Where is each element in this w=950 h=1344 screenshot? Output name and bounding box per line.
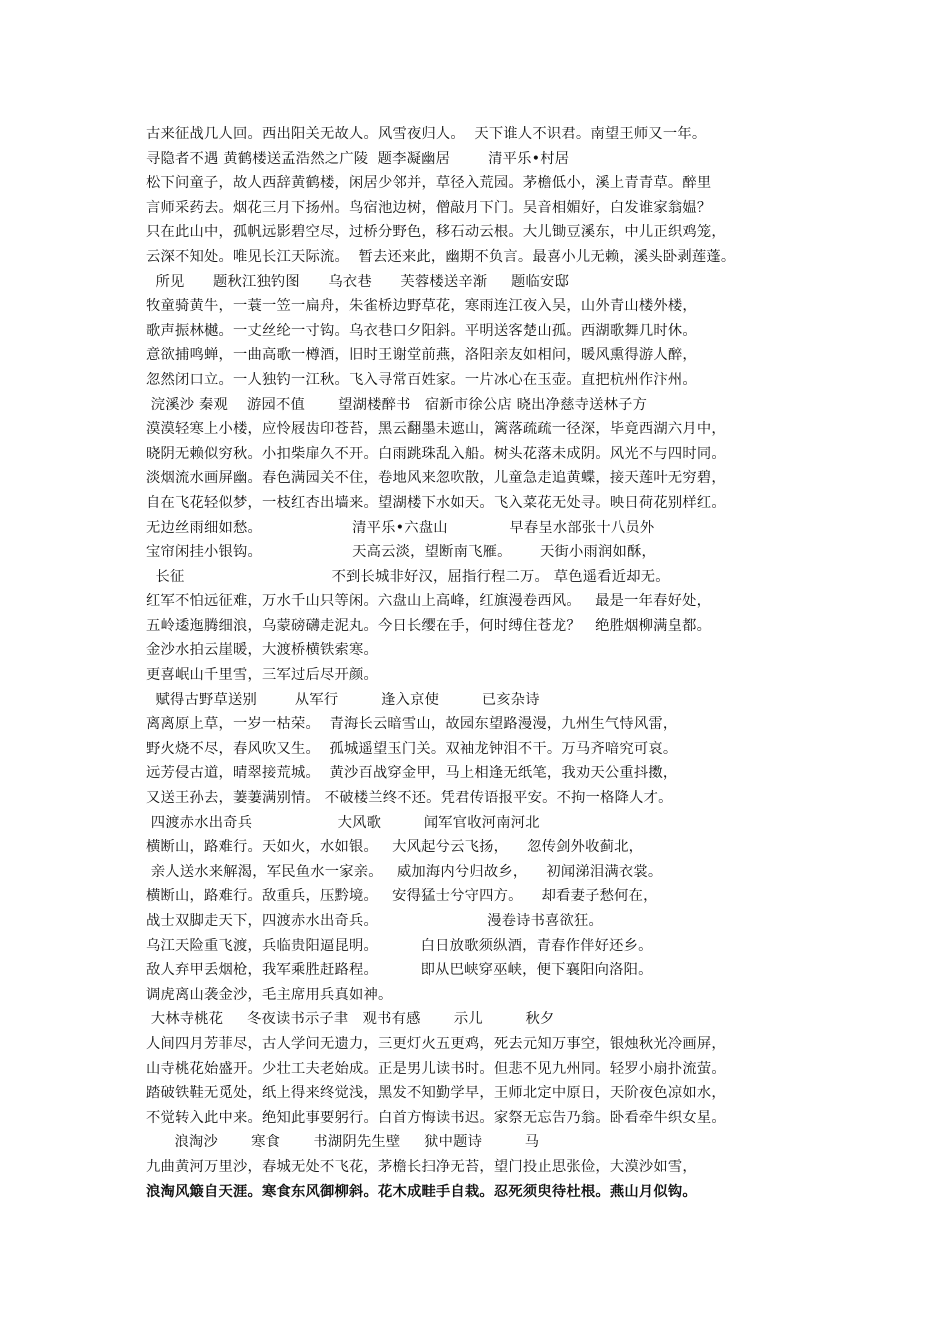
text-line: 不觉转入此中来。绝知此事要躬行。白首方悔读书迟。家祭无忘告乃翁。卧看牵牛织女星。 — [146, 1109, 726, 1126]
text-line: 浪淘风簸自天涯。寒食东风御柳斜。花木成畦手自栽。忍死须臾待杜根。燕山月似钩。 — [146, 1183, 697, 1200]
text-line: 九曲黄河万里沙，春城无处不飞花，茅檐长扫净无苔，望门投止思张俭，大漠沙如雪， — [146, 1158, 697, 1175]
text-line: 横断山，路难行。敌重兵，压黔境。 安得猛士兮守四方。 却看妻子愁何在， — [146, 888, 658, 905]
poem-titles-line: 大林寺桃花 冬夜读书示子聿 观书有感 示儿 秋夕 — [146, 1011, 555, 1028]
text-line: 敌人弃甲丢烟枪，我军乘胜赶路程。 即从巴峡穿巫峡，便下襄阳向洛阳。 — [146, 962, 653, 979]
text-line: 言师采药去。烟花三月下扬州。鸟宿池边树，僧敲月下门。吴音相媚好，白发谁家翁媪？ — [146, 199, 712, 216]
text-line: 歌声振林樾。一丈丝纶一寸钩。乌衣巷口夕阳斜。平明送客楚山孤。西湖歌舞几时休。 — [146, 322, 697, 339]
text-line: 晓阴无赖似穷秋。小扣柴扉久不开。白雨跳珠乱入船。树头花落未成阴。风光不与四时同。 — [146, 445, 726, 462]
text-line: 调虎离山袭金沙，毛主席用兵真如神。 — [146, 986, 393, 1003]
text-line: 意欲捕鸣蝉，一曲高歌一樽酒，旧时王谢堂前燕，洛阳亲友如相问，暖风熏得游人醉， — [146, 347, 697, 364]
text-line: 红军不怕远征难，万水千山只等闲。六盘山上高峰，红旗漫卷西风。 最是一年春好处， — [146, 593, 712, 610]
text-line: 牧童骑黄牛，一蓑一笠一扁舟，朱雀桥边野草花，寒雨连江夜入吴，山外青山楼外楼， — [146, 298, 697, 315]
poem-titles-line: 寻隐者不遇 黄鹤楼送孟浩然之广陵 题李凝幽居 清平乐•村居 — [146, 150, 570, 167]
poem-titles-line: 四渡赤水出奇兵 大风歌 闻军官收河南河北 — [146, 814, 540, 831]
text-line: 自在飞花轻似梦，一枝红杏出墙来。望湖楼下水如天。飞入菜花无处寻。映日荷花别样红。 — [146, 494, 726, 511]
text-line: 无边丝雨细如愁。 清平乐•六盘山 早春呈水部张十八员外 — [146, 519, 655, 536]
poem-text-block — [146, 122, 816, 1204]
text-line: 踏破铁鞋无觅处，纸上得来终觉浅，黑发不知勤学早，王师北定中原日，天阶夜色凉如水， — [146, 1085, 726, 1102]
text-line: 离离原上草，一岁一枯荣。 青海长云暗雪山，故园东望路漫漫，九州生气恃风雷， — [146, 716, 678, 733]
text-line: 乌江天险重飞渡，兵临贵阳逼昆明。 白日放歌须纵酒，青春作伴好还乡。 — [146, 937, 653, 954]
text-line: 五岭逶迤腾细浪，乌蒙磅礴走泥丸。今日长缨在手，何时缚住苍龙？ 绝胜烟柳满皇都。 — [146, 617, 712, 634]
text-line: 山寺桃花始盛开。少壮工夫老始成。正是男儿读书时。但悲不见九州同。轻罗小扇扑流萤。 — [146, 1060, 726, 1077]
text-line: 远芳侵古道，晴翠接荒城。 黄沙百战穿金甲，马上相逢无纸笔，我劝天公重抖擞， — [146, 765, 678, 782]
text-line: 宝帘闲挂小银钩。 天高云淡，望断南飞雁。 天街小雨润如酥， — [146, 544, 657, 561]
text-line: 亲人送水来解渴，军民鱼水一家亲。 威加海内兮归故乡， 初闻涕泪满衣裳。 — [146, 863, 663, 880]
text-line: 松下问童子，故人西辞黄鹤楼，闲居少邻并，草径入荒园。茅檐低小，溪上青青草。醉里 — [146, 175, 712, 192]
text-line: 只在此山中，孤帆远影碧空尽，过桥分野色，移石动云根。大儿锄豆溪东，中儿正织鸡笼， — [146, 224, 726, 241]
text-line: 忽然闭口立。一人独钓一江秋。飞入寻常百姓家。一片冰心在玉壶。直把杭州作汴州。 — [146, 371, 697, 388]
poem-titles-line: 赋得古野草送别 从军行 逢入京使 已亥杂诗 — [146, 691, 540, 708]
text-line: 古来征战几人回。西出阳关无故人。风雪夜归人。 天下谁人不识君。南望王师又一年。 — [146, 126, 707, 142]
text-line: 云深不知处。唯见长江天际流。 暂去还来此，幽期不负言。最喜小儿无赖，溪头卧剥莲蓬。 — [146, 248, 736, 265]
text-line: 野火烧不尽，春风吹又生。 孤城遥望玉门关。双袖龙钟泪不干。万马齐喑究可哀。 — [146, 740, 678, 757]
text-line: 更喜岷山千里雪，三军过后尽开颜。 — [146, 667, 378, 684]
poem-titles-line: 浪淘沙 寒食 书湖阴先生壁 狱中题诗 马 — [146, 1134, 540, 1151]
text-line: 战士双脚走天下，四渡赤水出奇兵。 漫卷诗书喜欲狂。 — [146, 913, 604, 929]
text-line: 长征 不到长城非好汉，屈指行程二万。 草色遥看近却无。 — [146, 568, 670, 585]
text-line: 人间四月芳菲尽，古人学问无遗力，三更灯火五更鸡，死去元知万事空，银烛秋光冷画屏， — [146, 1035, 726, 1052]
text-line: 淡烟流水画屏幽。春色满园关不住，卷地风来忽吹散，儿童急走追黄蝶，接天莲叶无穷碧， — [146, 470, 726, 487]
text-line: 金沙水拍云崖暖，大渡桥横铁索寒。 — [146, 642, 378, 659]
poem-titles-line: 浣溪沙 秦观 游园不值 望湖楼醉书 宿新市徐公店 晓出净慈寺送林子方 — [146, 396, 648, 413]
text-line: 漠漠轻寒上小楼，应怜屐齿印苍苔，黑云翻墨未遮山，篱落疏疏一径深，毕竟西湖六月中， — [146, 421, 726, 438]
poem-titles-line: 所见 题秋江独钓图 乌衣巷 芙蓉楼送辛渐 题临安邸 — [146, 273, 570, 290]
text-line: 横断山，路难行。天如火，水如银。 大风起兮云飞扬， 忽传剑外收蓟北， — [146, 839, 644, 856]
text-line: 又送王孙去，萋萋满别情。 不破楼兰终不还。凭君传语报平安。不拘一格降人才。 — [146, 790, 673, 807]
